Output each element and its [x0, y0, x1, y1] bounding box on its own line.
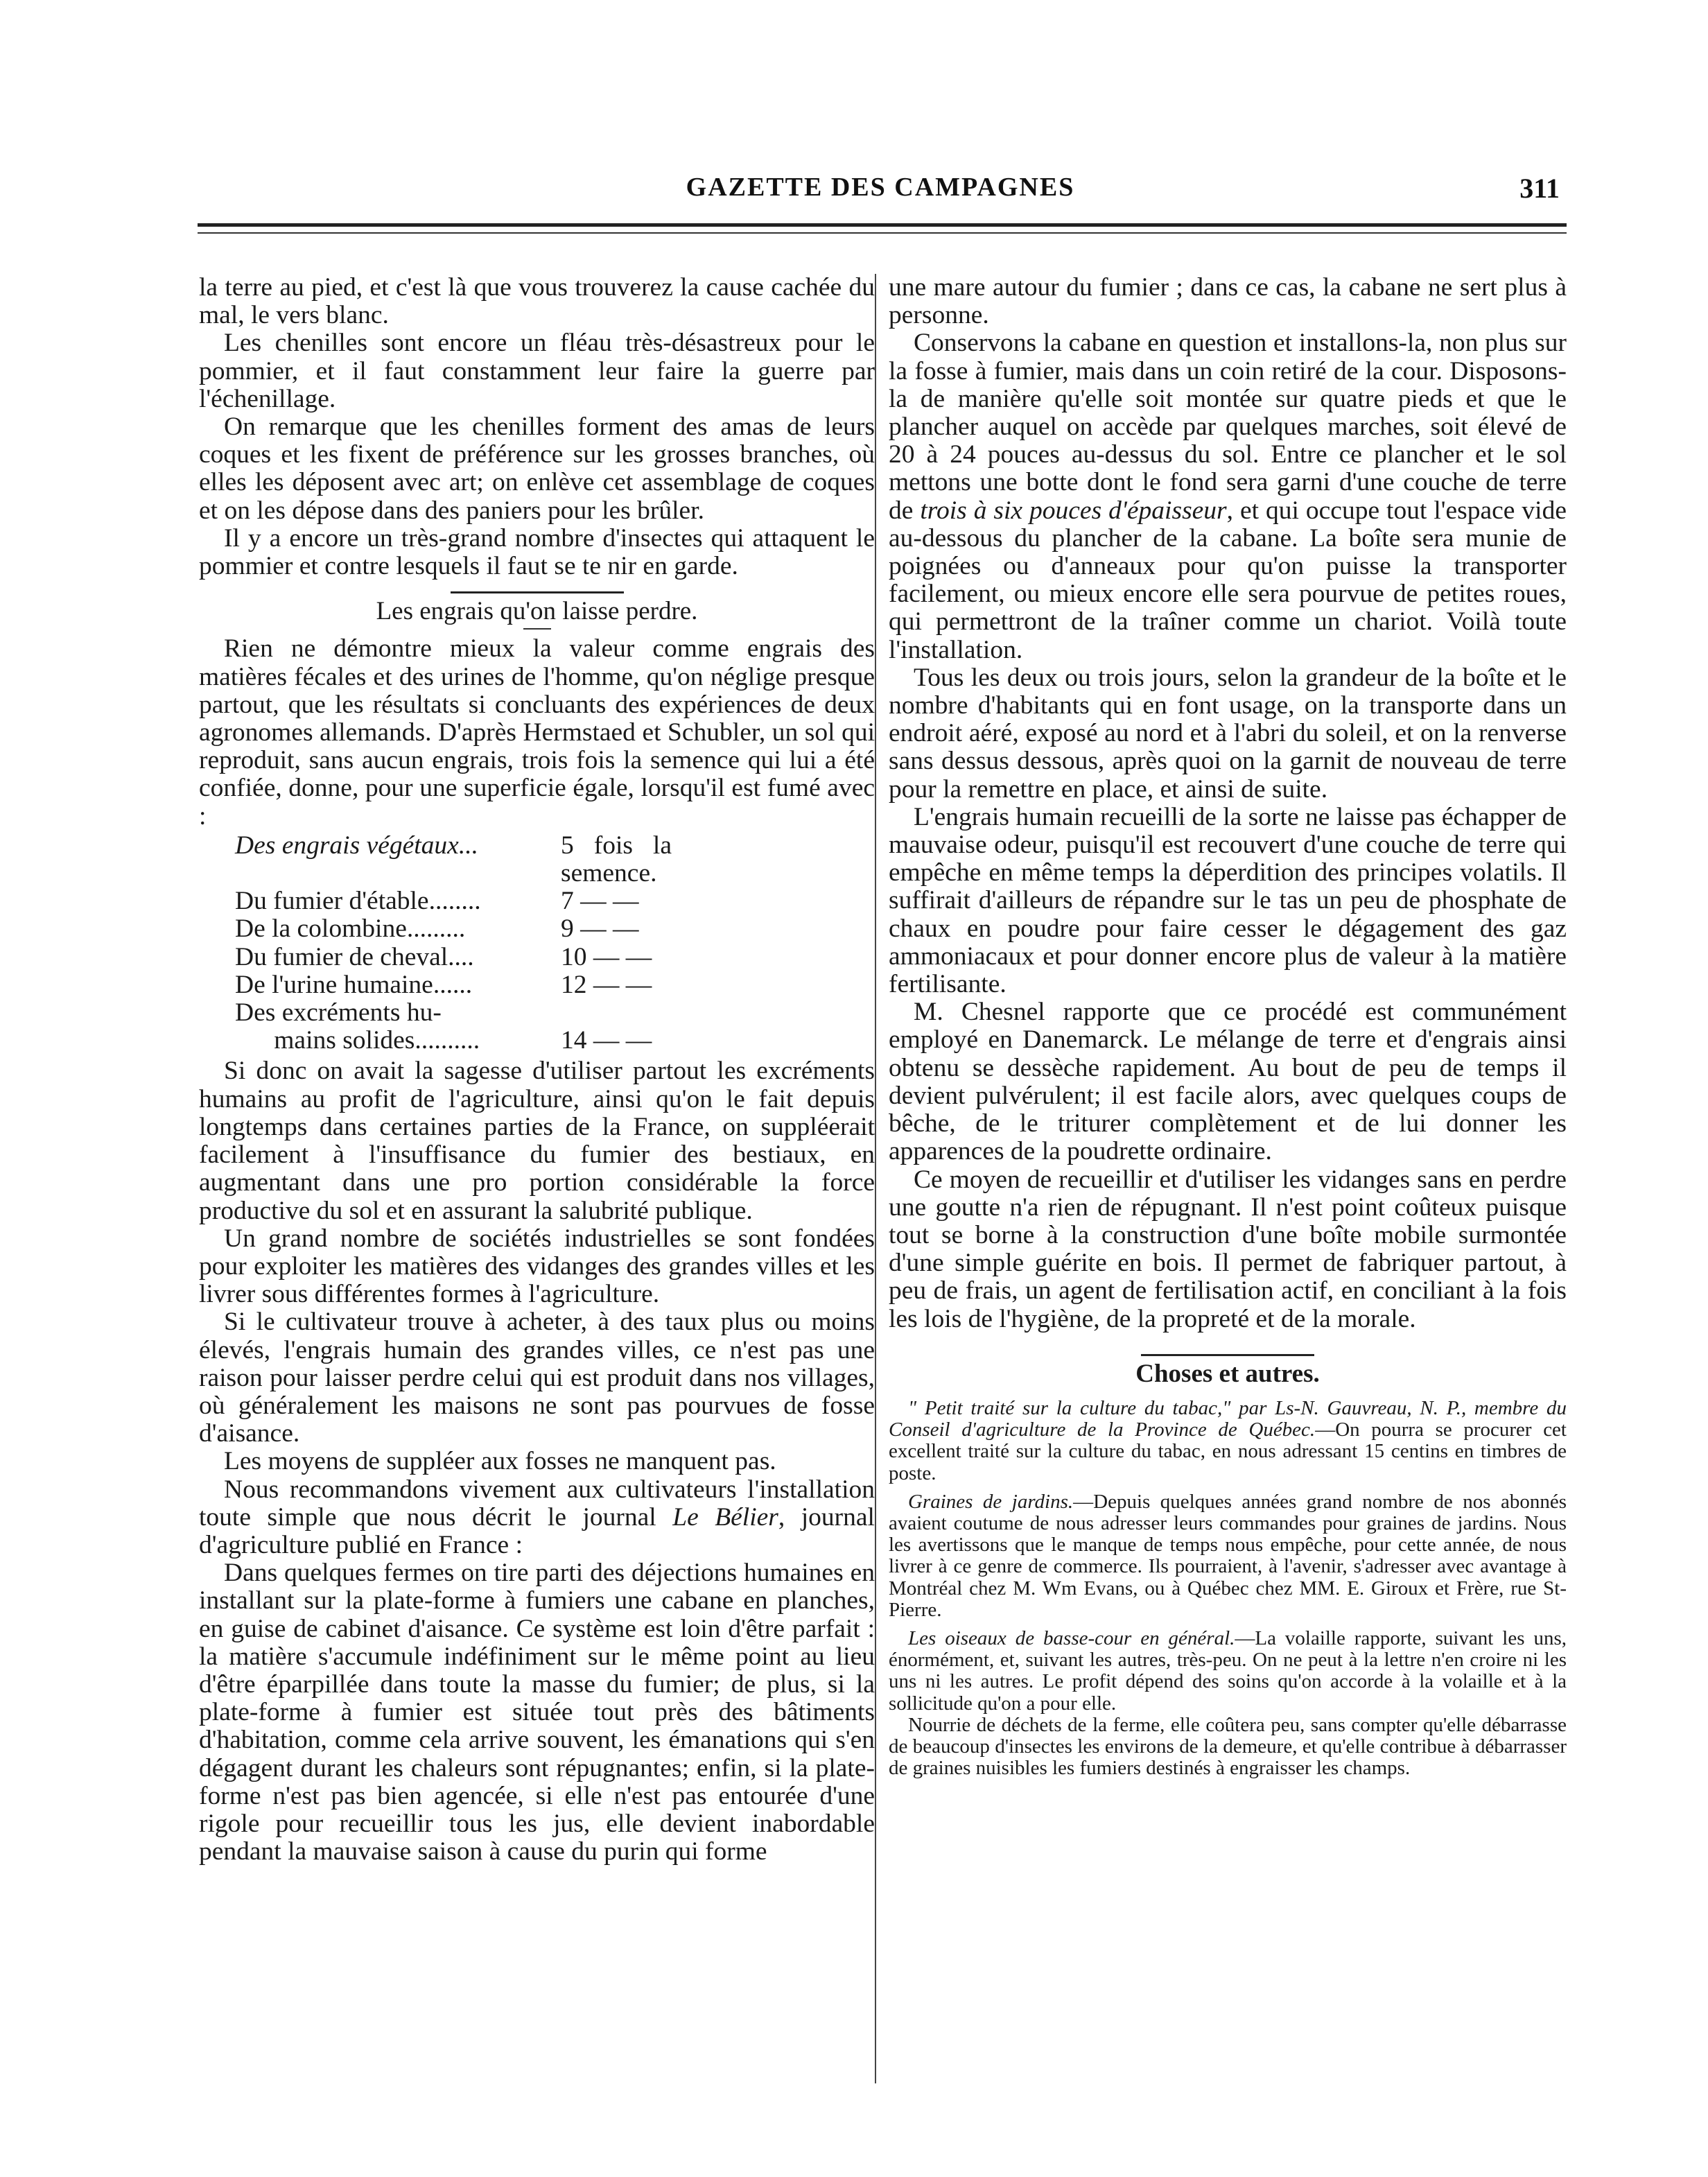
note-text: —On pourra se procurer cet excellent traité sur la culture du tabac, en nous adressant 15 centins en timbres de poste. [889, 1419, 1567, 1484]
page-header [201, 172, 1560, 214]
paragraph: Les chenilles sont encore un fléau très-désastreux pour le pommier, et il faut constamment leur faire la guerre par l'échenillage. [199, 329, 875, 413]
paragraph: Rien ne démontre mieux la valeur comme engrais des matières fécales et des urines de l'homme, qu'on néglige presque partout, que les résultats si concluants des expériences de deux agronomes allemands. D'après Hermstaed et Schubler, un sol qui reproduit, sans aucun engrais, trois fois la semence qui lui a été confiée, donne, pour une superficie égale, lorsqu'il est fumé avec : [199, 634, 875, 831]
table-cell-item: Des excréments hu- [235, 998, 442, 1027]
note-heading: Graines de jardins. [908, 1490, 1074, 1513]
note-heading: " Petit traité sur la culture du tabac," par Ls-N. Gauvreau, N. P., membre du Conseil d'agriculture de la Province de Québec. [889, 1396, 1567, 1441]
left-column [199, 274, 875, 1866]
paragraph: Les moyens de suppléer aux fosses ne manquent pas. [224, 1447, 776, 1476]
table-cell-value: 14 — — [561, 1026, 652, 1055]
running-title: GAZETTE DES CAMPAGNES [686, 173, 1075, 202]
table-row [235, 915, 672, 943]
section-rule [451, 591, 624, 593]
paragraph: Il y a encore un très-grand nombre d'insectes qui attaquent le pommier et contre lesquels il faut se te nir en garde. [199, 523, 875, 581]
yield-table [235, 832, 672, 1055]
table-cell-value: 10 — — [561, 942, 652, 971]
table-cell-item: Du fumier d'étable........ [235, 887, 481, 916]
emphasis: trois à six pouces d'épaisseur [920, 496, 1227, 525]
paragraph: une mare autour du fumier ; dans ce cas, la cabane ne sert plus à personne. [889, 273, 1567, 330]
table-row [235, 944, 672, 971]
table-cell-item: De l'urine humaine...... [235, 970, 473, 999]
note-text: —La volaille rapporte, suivant les uns, énormément, et, suivant les autres, très-peu. On ne peut à la lettre n'en croire ni les uns ni les autres. Le profit dépend des soins qu'on accorde à la volaille et à la sollicitude qu'on a pour elle. [889, 1627, 1567, 1715]
table-row [235, 832, 672, 887]
paragraph: Tous les deux ou trois jours, selon la grandeur de la boîte et le nombre d'habitants qui en font usage, on la transporte dans un endroit aéré, exposé au nord et à l'abri du soleil, et on la renverse sans dessus dessous, après quoi on la garnit de nouveau de terre pour la remettre en place, et ainsi de suite. [889, 663, 1567, 804]
paragraph: Si donc on avait la sagesse d'utiliser partout les excréments humains au profit de l'agriculture, ainsi qu'on le fait depuis longtemps dans certaines parties de la France, on suppléerait facilement à l'insuffisance du fumier des bestiaux, en augmentant dans une pro portion considérable la force productive du sol et en assurant la salubrité publique. [199, 1057, 875, 1225]
paragraph: On remarque que les chenilles forment des amas de leurs coques et les fixent de préférence sur les grosses branches, où elles les déposent avec art; on enlève cet assemblage de coques et on les dépose dans des paniers pour les brûler. [199, 413, 875, 525]
note-item [889, 1628, 1567, 1715]
section-rule [1141, 1354, 1314, 1356]
table-cell-item: Du fumier de cheval.... [235, 942, 474, 971]
table-cell-item: Des engrais végétaux... [235, 831, 478, 860]
paragraph: Un grand nombre de sociétés industrielles se sont fondées pour exploiter les matières des vidanges des grandes villes et les livrer sous différentes formes à l'agriculture. [199, 1224, 875, 1309]
text-run: , journal d'agriculture publié en France : [199, 1502, 875, 1559]
text-run: Conservons la cabane en question et installons-la, non plus sur la fosse à fumier, mais dans un coin retiré de la cour. Disposons-la de manière qu'elle soit montée sur quatre pieds et que le plancher auquel on accède par quelques marches, soit élevé de 20 à 24 pouces au-dessus du sol. Entre ce plancher et le sol mettons une botte dont le fond sera garni d'une couche de terre de [889, 329, 1567, 525]
paragraph [199, 1476, 875, 1560]
paragraph: la terre au pied, et c'est là que vous trouverez la cause cachée du mal, le vers blanc. [199, 273, 875, 330]
short-notes [889, 1398, 1567, 1779]
right-column [889, 274, 1567, 1786]
table-cell-value: 7 — — [561, 887, 639, 916]
note-item: Nourrie de déchets de la ferme, elle coûtera peu, sans compter qu'elle débarrasse de beaucoup d'insectes les environs de la demeure, et qu'elle contribue à débarrasser de graines nuisibles les fumiers destinés à engraisser les champs. [889, 1713, 1567, 1780]
table-cell-value: 12 — — [561, 970, 652, 999]
paragraph: M. Chesnel rapporte que ce procédé est communément employé en Danemarck. Le mélange de terre et d'engrais ainsi obtenu se dessèche rapidement. Au bout de peu de temps il devient pulvérulent; il est facile alors, avec quelques coups de bêche, de le triturer complètement et de lui donner les apparences de la poudrette ordinaire. [889, 998, 1567, 1166]
paragraph [889, 329, 1567, 663]
section-title: Choses et autres. [1135, 1359, 1320, 1388]
note-item [889, 1491, 1567, 1621]
column-divider [875, 274, 876, 2083]
section-subrule [523, 628, 551, 630]
table-row [235, 999, 672, 1027]
table-cell-value: 9 — — [561, 914, 639, 944]
paragraph: Dans quelques fermes on tire parti des déjections humaines en installant sur la plate-forme à fumiers une cabane en planches, en guise de cabinet d'aisance. Ce système est loin d'être parfait : la matière s'accumule indéfiniment sur le même point au lieu d'être éparpillée dans toute la masse du fumier; de plus, si la plate-forme à fumier est située tout près des bâtiments d'habitation, comme cela arrive souvent, les émanations qui s'en dégagent durant les chaleurs sont répugnantes; enfin, si la plate-forme n'est pas bien agencée, si elle n'est pas entourée d'une rigole pour recueillir tous les jus, elle devient inabordable pendant la mauvaise saison à cause du purin qui forme [199, 1559, 875, 1866]
table-row [235, 971, 672, 999]
note-text: —Depuis quelques années grand nombre de nos abonnés avaient coutume de nous adresser leurs commandes pour graines de jardins. Nous les avertissons que le manque de temps nous empêche, pour cette année, de nous livrer à ce genre de commerce. Ils pourraient, à l'avenir, s'adresser avec avantage à Montréal chez M. Wm Evans, ou à Québec chez MM. E. Giroux et Frère, rue St-Pierre. [889, 1490, 1567, 1621]
section-title: Les engrais qu'on laisse perdre. [376, 597, 698, 626]
table-row [235, 1027, 672, 1055]
text-run: Nous recommandons vivement aux cultivateurs l'installation toute simple que nous décrit le journal [199, 1475, 875, 1532]
table-cell-value: 5 fois la semence. [561, 831, 672, 888]
note-heading: Les oiseaux de basse-cour en général. [908, 1627, 1235, 1649]
paragraph: L'engrais humain recueilli de la sorte ne laisse pas échapper de mauvaise odeur, puisqu'il est recouvert d'une couche de terre qui empêche en même temps la déperdition des principes volatils. Il suffirait d'ailleurs de répandre sur le tas un peu de phosphate de chaux en poudre pour faire cesser le dégagement des gaz ammoniacaux et pour donner encore plus de valeur à la matière fertilisante. [889, 802, 1567, 999]
journal-name: Le Bélier [672, 1502, 778, 1532]
header-rule-thick [198, 223, 1567, 227]
text-run: , et qui occupe tout l'espace vide au-dessous du plancher de la cabane. La boîte sera munie de poignées ou d'anneaux pour qu'on puisse la transporter facilement, ou mieux encore elle sera pourvue de petites roues, qui permettront de la traîner comme un chariot. Voilà toute l'installation. [889, 496, 1567, 664]
table-cell-item: De la colombine......... [235, 914, 466, 944]
table-cell-value [561, 999, 672, 1027]
table-row [235, 887, 672, 915]
note-item [889, 1398, 1567, 1484]
header-rule-thin [198, 232, 1567, 234]
table-cell-item: mains solides.......... [235, 1026, 480, 1055]
paragraph: Ce moyen de recueillir et d'utiliser les vidanges sans en perdre une goutte n'a rien de répugnant. Il n'est point coûteux puisque tout se borne à la construction d'une boîte mobile surmontée d'une simple guérite en bois. Il permet de fabriquer partout, à peu de frais, un agent de fertilisation actif, en conciliant à la fois les lois de l'hygiène, de la propreté et de la morale. [889, 1165, 1567, 1333]
page-number: 311 [1519, 173, 1560, 204]
paragraph: Si le cultivateur trouve à acheter, à des taux plus ou moins élevés, l'engrais humain des grandes villes, ce n'est pas une raison pour laisser perdre celui qui est produit dans nos villages, où généralement les maisons ne sont pas pourvues de fosse d'aisance. [199, 1308, 875, 1448]
